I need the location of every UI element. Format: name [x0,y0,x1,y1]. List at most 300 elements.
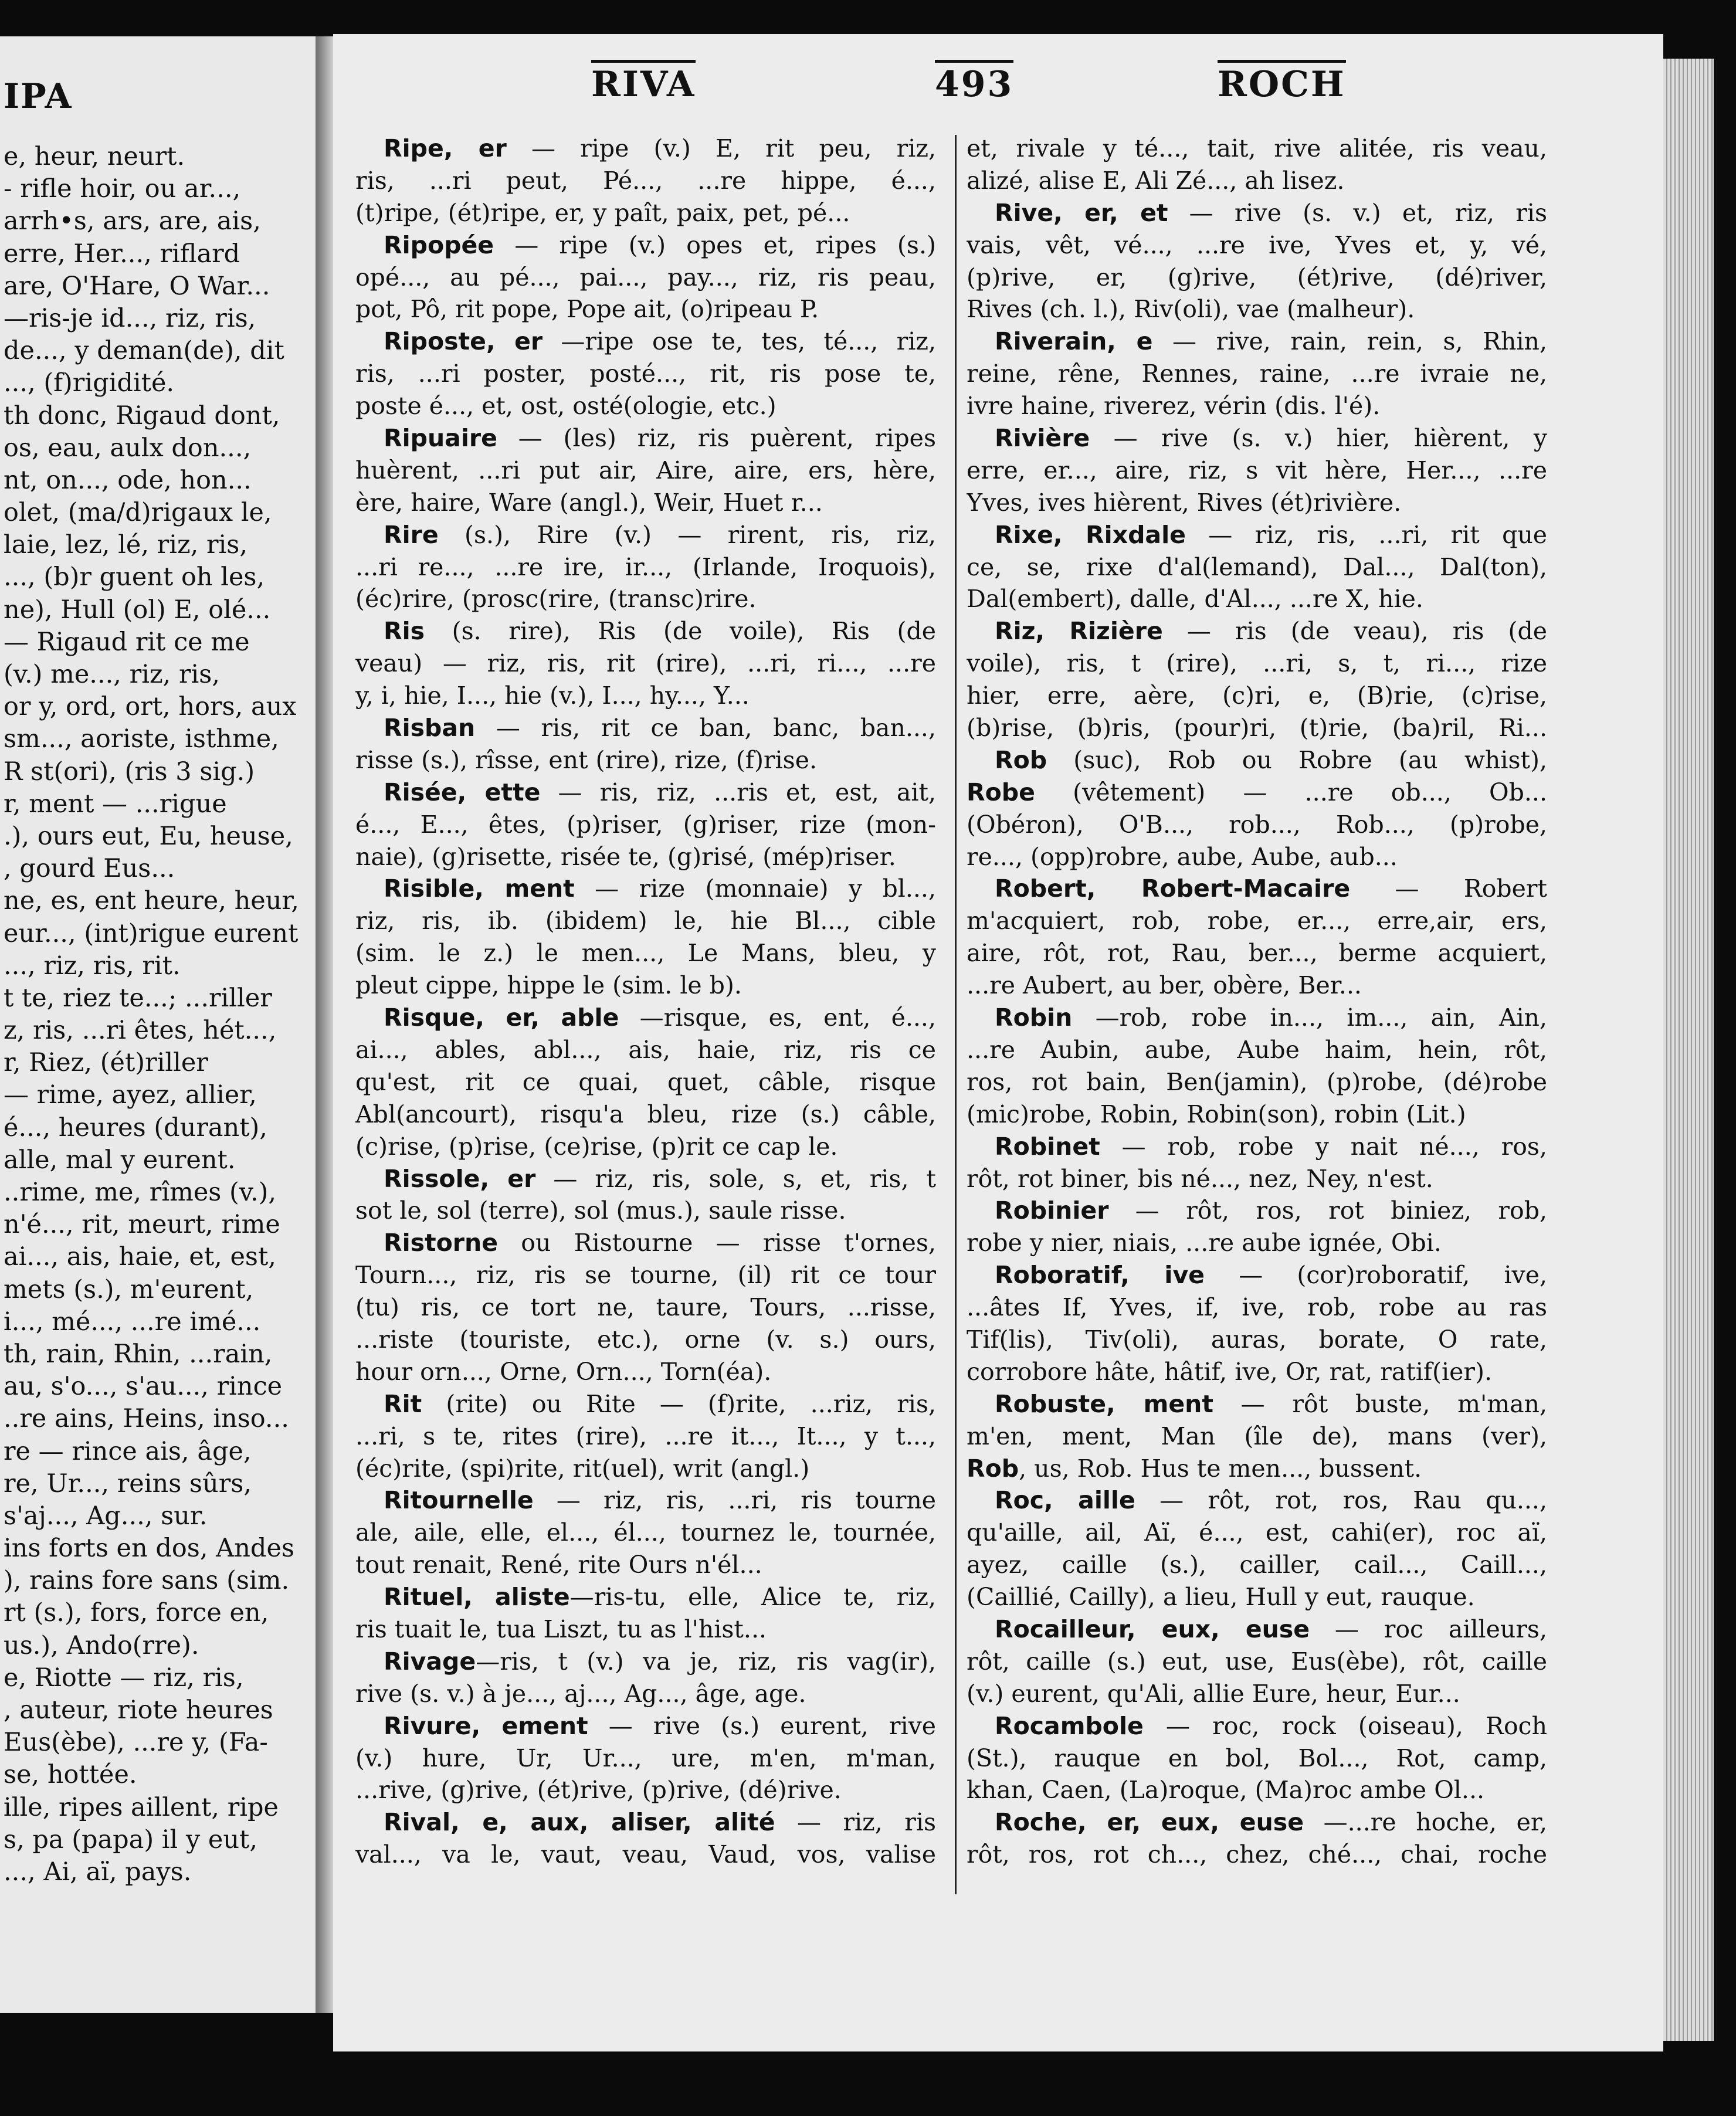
text-line: ..rime, me, rîmes (v.), [4,1178,277,1207]
entry-text: Tourn..., riz, ris se tourne, (il) rit ce tour [355,1261,936,1290]
entry-text: —rob, robe in..., im..., ain, Ain, [1072,1003,1547,1032]
entry-text: ...re Aubin, aube, Aube haim, hein, rôt, [967,1035,1547,1064]
entry-text: alizé, alise E, Ali Zé..., ah lisez. [967,166,1345,195]
entry-headword: Roboratif, ive [995,1261,1205,1290]
text-line [967,262,1547,294]
entry-line [967,325,1547,358]
text-line [967,487,1547,519]
text-line: ..., riz, ris, rit. [4,951,181,981]
text-line [967,680,1547,712]
entry-text: (St.), rauque en bol, Bol..., Rot, camp, [967,1744,1547,1772]
entry-text: —...re hoche, er, [1304,1808,1547,1837]
entry-text: — rôt, rot, ros, Rau qu..., [1135,1486,1547,1515]
text-line: sm..., aoriste, isthme, [4,724,279,754]
entry-line [355,1227,936,1259]
entry-text: rôt, caille (s.) eut, use, Eus(èbe), rôt, caille [967,1647,1547,1676]
text-line [967,390,1547,422]
text-line [967,969,1547,1002]
text-line: re — rince ais, âge, [4,1436,252,1466]
text-line: os, eau, aulx don..., [4,433,252,463]
entry-line [967,1388,1547,1420]
entry-text: khan, Caen, (La)roque, (Ma)roc ambe Ol... [967,1776,1485,1805]
text-line [355,1613,936,1646]
entry-line [355,776,936,809]
entry-text: vais, vêt, vé..., ...re ive, Yves et, y, vé, [967,230,1547,259]
text-line: ne, es, ent heure, heur, [4,886,299,916]
entry-headword: Robert, Robert-Macaire [995,874,1351,903]
text-line: th donc, Rigaud dont, [4,401,280,430]
entry-headword: Roche, er, eux, euse [995,1808,1304,1837]
entry-text: pleut cippe, hippe le (sim. le b). [355,971,742,1000]
entry-headword: Riposte, er [384,327,543,356]
entry-line [355,1646,936,1678]
entry-text: robe y nier, niais, ...re aube ignée, Obi. [967,1229,1442,1257]
entry-text: aire, rôt, rot, Rau, ber..., berme acquiert, [967,939,1547,968]
entry-headword: Riz, Rizière [995,617,1163,646]
text-line: .), ours eut, Eu, heuse, [4,821,293,851]
entry-headword: Robinet [995,1132,1100,1161]
entry-text: (éc)rire, (prosc(rire, (transc)rire. [355,585,757,613]
entry-text: — ris (de veau), ris (de [1162,617,1547,646]
entry-line [967,197,1547,229]
text-line: e, Riotte — riz, ris, [4,1663,244,1693]
text-line: R st(ori), (ris 3 sig.) [4,757,255,786]
entry-line [355,133,936,165]
entry-text: (p)rive, er, (g)rive, (ét)rive, (dé)river, [967,263,1547,291]
entry-text: (rite) ou Rite — (f)rite, ...riz, ris, [422,1389,936,1418]
text-line: are, O'Hare, O War... [4,271,270,301]
text-line: ..re ains, Heins, inso... [4,1404,289,1434]
entry-text: y, i, hie, I..., hie (v.), I..., hy..., Y... [355,681,750,710]
text-line: ), rains fore sans (sim. [4,1566,290,1596]
entry-text: val..., va le, vaut, veau, Vaud, vos, valise [355,1840,936,1869]
entry-headword: Rob [967,1454,1019,1483]
text-line [967,1774,1547,1806]
entry-text: m'en, ment, Man (île de), mans (ver), [967,1422,1547,1450]
entry-headword: Ripopée [384,230,494,259]
text-line [967,841,1547,873]
entry-text: m'acquiert, rob, robe, er..., erre,air, ers, [967,907,1547,935]
page-edges [1663,59,1714,2041]
entry-line [967,744,1547,776]
entry-line [355,325,936,358]
text-line [967,455,1547,487]
entry-text: ivre haine, riverez, vérin (dis. l'é). [967,392,1381,421]
entry-headword: Rob [995,745,1047,774]
entry-text: (c)rise, (p)rise, (ce)rise, (p)rit ce cap le. [355,1132,838,1161]
entry-text: (sim. le z.) le men..., Le Mans, bleu, y [355,939,936,968]
text-line [967,229,1547,262]
entry-text: — rob, robe y nait né..., ros, [1100,1132,1547,1161]
text-line: r, Riez, (ét)riller [4,1048,208,1078]
entry-headword: Robuste, ment [995,1389,1213,1418]
entry-headword: Risque, er, able [384,1003,619,1032]
entry-text: —ris, t (v.) va je, riz, ris vag(ir), [476,1647,936,1676]
entry-text: poste é..., et, ost, osté(ologie, etc.) [355,392,777,421]
text-line [355,262,936,294]
text-line: ai..., ais, haie, et, est, [4,1242,276,1272]
text-line [967,1517,1547,1549]
entry-headword: Robin [995,1003,1073,1032]
entry-text: — rize (monnaie) y bl..., [574,874,936,903]
entry-text: qu'aille, ail, Aï, é..., est, cahi(er), roc aï, [967,1518,1547,1547]
text-line [355,1678,936,1710]
entry-text: —risque, es, ent, é..., [619,1003,936,1032]
entry-text: ère, haire, Ware (angl.), Weir, Huet r... [355,488,823,517]
text-line [355,680,936,712]
text-line: se, hottée. [4,1760,137,1790]
entry-text: —ripe ose te, tes, té..., riz, [542,327,936,356]
entry-line [967,1002,1547,1034]
text-line [355,1420,936,1453]
entry-line [967,615,1547,647]
text-line [967,647,1547,680]
text-line: alle, mal y eurent. [4,1145,236,1175]
entry-text: huèrent, ...ri put air, Aire, aire, ers, hère, [355,456,936,484]
text-line [967,1581,1547,1613]
text-line [967,1678,1547,1710]
text-line: olet, (ma/d)rigaux le, [4,498,272,528]
entry-line [967,1453,1547,1485]
entry-headword: Rocambole [995,1711,1144,1740]
text-line: n'é..., rit, meurt, rime [4,1210,280,1240]
text-line [355,551,936,584]
text-line [967,937,1547,969]
entry-text: corrobore hâte, hâtif, ive, Or, rat, ratif(ier). [967,1357,1492,1386]
text-column-right [967,133,1547,1871]
entry-text: é..., E..., êtes, (p)riser, (g)riser, rize (mon- [355,810,936,839]
entry-text: naie), (g)risette, risée te, (g)risé, (mép)riser. [355,842,896,871]
entry-text: — riz, ris, ...ri, ris tourne [533,1486,936,1515]
text-line [355,390,936,422]
entry-text: Rives (ch. l.), Riv(oli), vae (malheur). [967,295,1415,324]
text-line [355,455,936,487]
entry-text: (suc), Rob ou Robre (au whist), [1047,745,1547,774]
text-line [967,133,1547,165]
running-header-left: RIVA [591,60,696,104]
entry-line [967,1131,1547,1163]
entry-text: — rive (s. v.) hier, hièrent, y [1090,424,1547,453]
entry-text: qu'est, rit ce quai, quet, câble, risque [355,1067,936,1096]
entry-text: — ris, rit ce ban, banc, ban..., [475,714,936,742]
text-line [355,1066,936,1098]
entry-text: ...ri, s te, rites (rire), ...re it..., It..., y t..., [355,1422,936,1450]
text-line: , gourd Eus... [4,854,175,884]
text-line [355,1549,936,1581]
text-line [967,358,1547,390]
entry-text: ce, se, rixe d'al(lemand), Dal..., Dal(ton), [967,552,1547,581]
entry-line [967,1195,1547,1227]
text-line [967,1549,1547,1581]
entry-text: ris tuait le, tua Liszt, tu as l'hist... [355,1615,767,1643]
entry-text: ai..., ables, abl..., ais, haie, riz, ris ce [355,1035,936,1064]
entry-text: (Caillié, Cailly), a lieu, Hull y eut, rauque. [967,1583,1475,1612]
entry-text: riz, ris, ib. (ibidem) le, hie Bl..., cible [355,907,936,935]
entry-text: — roc ailleurs, [1310,1615,1547,1643]
text-line [967,1324,1547,1356]
text-line: e, heur, neurt. [4,142,185,171]
entry-headword: Risée, ette [384,778,541,806]
entry-text: ...re Aubert, au ber, obère, Ber... [967,971,1362,1000]
text-line [967,583,1547,615]
text-line: ins forts en dos, Andes [4,1534,294,1564]
text-line [355,197,936,229]
entry-text: ...ri re..., ...re ire, ir..., (Irlande, Iroquois), [355,552,936,581]
entry-text: hour orn..., Orne, Orn..., Torn(éa). [355,1357,772,1386]
text-line: eur..., (int)rigue eurent [4,918,299,948]
text-line: mets (s.), m'eurent, [4,1274,254,1304]
text-line: i..., mé..., ...re imé... [4,1307,261,1337]
text-line: au, s'o..., s'au..., rince [4,1372,283,1402]
text-line: ille, ripes aillent, ripe [4,1792,279,1822]
entry-line [967,776,1547,809]
entry-text: Abl(ancourt), risqu'a bleu, rize (s.) câble, [355,1100,936,1128]
running-header-right: ROCH [1218,60,1346,104]
entry-line [355,1581,936,1613]
text-line [967,1420,1547,1453]
entry-headword: Rivière [995,424,1090,453]
entry-text: Tif(lis), Tiv(oli), auras, borate, O rate, [967,1325,1547,1354]
entry-line [355,519,936,551]
text-line: — Rigaud rit ce me [4,627,250,657]
text-line [355,165,936,197]
text-line [967,1356,1547,1388]
entry-text: (s.), Rire (v.) — rirent, ris, riz, [438,520,936,549]
entry-line [967,1806,1547,1839]
entry-text: (b)rise, (b)ris, (pour)ri, (t)rie, (ba)ril, Ri... [967,714,1547,742]
entry-text: et, rivale y té..., tait, rive alitée, ris veau, [967,134,1547,162]
text-line: ne), Hull (ol) E, olé... [4,595,271,625]
entry-text: ...rive, (g)rive, (ét)rive, (p)rive, (dé)rive. [355,1776,842,1805]
text-line [355,1034,936,1066]
entry-text: — ripe (v.) opes et, ripes (s.) [494,230,936,259]
text-line [355,1324,936,1356]
entry-text: ...riste (touriste, etc.), orne (v. s.) ours, [355,1325,936,1354]
text-line [967,1291,1547,1324]
text-line: s, pa (papa) il y eut, [4,1825,258,1854]
entry-text: rôt, rot biner, bis né..., nez, Ney, n'est. [967,1164,1433,1193]
entry-headword: Rire [384,520,439,549]
entry-headword: Ris [384,617,425,646]
text-line [355,1774,936,1806]
entry-text: opé..., au pé..., pai..., pay..., riz, ris peau, [355,263,936,291]
book-gutter [316,36,333,2013]
entry-text: , us, Rob. Hus te men..., bussent. [1019,1454,1422,1483]
text-line [355,487,936,519]
entry-text: — (cor)roboratif, ive, [1205,1261,1547,1290]
entry-text: (v.) eurent, qu'Ali, allie Eure, heur, Eur... [967,1679,1460,1708]
entry-headword: Rissole, er [384,1164,536,1193]
entry-line [967,1613,1547,1646]
text-line [355,1131,936,1163]
entry-text: voile), ris, t (rire), ...ri, s, t, ri..., rize [967,649,1547,678]
entry-headword: Ripuaire [384,424,497,453]
entry-text: tout renait, René, rite Ours n'él... [355,1551,762,1579]
entry-line [967,519,1547,551]
text-line: ..., (f)rigidité. [4,368,175,398]
entry-text: (vêtement) — ...re ob..., Ob... [1035,778,1547,806]
text-line [967,712,1547,744]
entry-text: — riz, ris, sole, s, et, ris, t [535,1164,936,1193]
text-line [967,165,1547,197]
entry-line [355,1002,936,1034]
entry-text: ris, ...ri peut, Pé..., ...re hippe, é..., [355,166,936,195]
entry-line [355,873,936,905]
entry-text: — rôt buste, m'man, [1213,1389,1547,1418]
text-line: , auteur, riote heures [4,1695,273,1725]
page-number: 493 [935,60,1013,104]
entry-headword: Ritournelle [384,1486,534,1515]
entry-text: — roc, rock (oiseau), Roch [1143,1711,1547,1740]
text-line: é..., heures (durant), [4,1113,267,1142]
text-line: r, ment — ...rigue [4,789,227,819]
text-line [967,905,1547,937]
text-line: s'aj..., Ag..., sur. [4,1501,208,1531]
entry-text: ou Ristourne — risse t'ornes, [498,1229,936,1257]
text-line [355,1195,936,1227]
text-line [967,809,1547,841]
entry-headword: Risban [384,714,476,742]
entry-headword: Rocailleur, eux, euse [995,1615,1310,1643]
text-line: re, Ur..., reins sûrs, [4,1469,252,1498]
text-line [967,1034,1547,1066]
entry-text: reine, rêne, Rennes, raine, ...re ivraie ne, [967,360,1547,388]
entry-text: rive (s. v.) à je..., aj..., Ag..., âge, age. [355,1679,806,1708]
text-line: or y, ord, ort, hors, aux [4,692,297,722]
text-line [355,358,936,390]
entry-headword: Rivure, ement [384,1711,588,1740]
entry-text: — rôt, ros, rot biniez, rob, [1108,1196,1547,1225]
entry-headword: Riverain, e [995,327,1153,356]
entry-line [355,1806,936,1839]
entry-text: ris, ...ri poster, posté..., rit, ris pose te, [355,360,936,388]
entry-text: pot, Pô, rit pope, Pope ait, (o)ripeau P. [355,295,819,324]
entry-text: Yves, ives hièrent, Rives (ét)rivière. [967,488,1402,517]
entry-headword: Roc, aille [995,1486,1135,1515]
entry-text: — Robert [1350,874,1547,903]
entry-text: (mic)robe, Robin, Robin(son), robin (Lit.) [967,1100,1466,1128]
entry-headword: Risible, ment [384,874,575,903]
entry-line [355,1388,936,1420]
entry-line [355,615,936,647]
entry-text: ...âtes If, Yves, if, ive, rob, robe au ras [967,1293,1547,1322]
text-line: z, ris, ...ri êtes, hét..., [4,1016,277,1046]
text-line: ..., (b)r guent oh les, [4,562,265,592]
entry-headword: Robinier [995,1196,1109,1225]
text-line [355,1742,936,1775]
entry-text: (t)ripe, (ét)ripe, er, y paît, paix, pet, pé... [355,198,850,227]
text-line: arrh•s, ars, are, ais, [4,206,261,236]
entry-line [355,712,936,744]
text-line: - rifle hoir, ou ar..., [4,174,241,204]
entry-text: ayez, caille (s.), cailler, cail..., Caill..., [967,1551,1547,1579]
entry-text: — riz, ris [775,1808,936,1837]
entry-headword: Ripe, er [384,134,507,162]
entry-text: (v.) hure, Ur, Ur..., ure, m'en, m'man, [355,1744,936,1772]
text-line [355,841,936,873]
text-line [967,1098,1547,1131]
entry-line [967,1259,1547,1291]
entry-headword: Rivage [384,1647,476,1676]
entry-text: — ripe (v.) E, rit peu, riz, [506,134,936,162]
text-line [355,969,936,1002]
entry-text: — riz, ris, ...ri, rit que [1185,520,1547,549]
text-line [355,744,936,776]
text-line [967,293,1547,325]
text-line: th, rain, Rhin, ...rain, [4,1339,273,1369]
entry-line [355,1484,936,1517]
entry-text: (tu) ris, ce tort ne, taure, Tours, ...risse, [355,1293,936,1322]
text-line [355,809,936,841]
entry-text: sot le, sol (terre), sol (mus.), saule risse. [355,1196,846,1225]
entry-text: ros, rot bain, Ben(jamin), (p)robe, (dé)robe [967,1067,1547,1096]
entry-text: ale, aile, elle, el..., él..., tournez le, tournée, [355,1518,936,1547]
text-line: erre, Her..., riflard [4,239,240,269]
text-line [967,1163,1547,1195]
text-line [967,551,1547,584]
text-line [967,1839,1547,1871]
entry-text: — (les) riz, ris puèrent, ripes [497,424,936,453]
entry-text: veau) — riz, ris, rit (rire), ...ri, ri..., ...re [355,649,936,678]
text-line [355,1259,936,1291]
dictionary-page [333,34,1663,2051]
text-line [967,1227,1547,1259]
column-divider [955,135,957,1894]
text-line: de..., y deman(de), dit [4,336,284,366]
left-page-header: IPA [4,76,73,116]
text-line [355,1356,936,1388]
entry-headword: Rit [384,1389,422,1418]
entry-headword: Rituel, aliste [384,1583,570,1612]
entry-text: Dal(embert), dalle, d'Al..., ...re X, hie. [967,585,1423,613]
entry-text: re..., (opp)robre, aube, Aube, aub... [967,842,1398,871]
entry-text: hier, erre, aère, (c)ri, e, (B)rie, (c)rise, [967,681,1547,710]
entry-line [967,1484,1547,1517]
entry-text: (s. rire), Ris (de voile), Ris (de [425,617,936,646]
text-line: ..., Ai, aï, pays. [4,1857,192,1887]
entry-headword: Ristorne [384,1229,499,1257]
text-line: rt (s.), fors, force en, [4,1598,269,1628]
text-line [967,1066,1547,1098]
text-line [355,1453,936,1485]
text-line: t te, riez te...; ...riller [4,983,272,1013]
entry-text: risse (s.), rîsse, ent (rire), rize, (f)rise. [355,745,818,774]
text-line [355,647,936,680]
text-line: nt, on..., ode, hon... [4,465,252,495]
entry-headword: Robe [967,778,1035,806]
entry-text: — rive (s. v.) et, riz, ris [1168,198,1547,227]
entry-line [967,422,1547,455]
text-line [967,1646,1547,1678]
entry-headword: Rival, e, aux, aliser, alité [384,1808,775,1837]
left-page-text [4,141,314,1888]
entry-text: rôt, ros, rot ch..., chez, ché..., chai, roche [967,1840,1547,1869]
entry-line [967,873,1547,905]
entry-text: —ris-tu, elle, Alice te, riz, [569,1583,936,1612]
entry-text: (Obéron), O'B..., rob..., Rob..., (p)robe, [967,810,1547,839]
text-line [355,1839,936,1871]
text-column-left [355,133,936,1871]
entry-headword: Rive, er, et [995,198,1168,227]
text-line [355,293,936,325]
text-line: — rime, ayez, allier, [4,1080,257,1110]
entry-line [355,422,936,455]
entry-line [967,1710,1547,1742]
text-line [355,583,936,615]
entry-line [355,1710,936,1742]
entry-text: (éc)rite, (spi)rite, rit(uel), writ (angl.) [355,1454,810,1483]
entry-text: — ris, riz, ...ris et, est, ait, [540,778,936,806]
